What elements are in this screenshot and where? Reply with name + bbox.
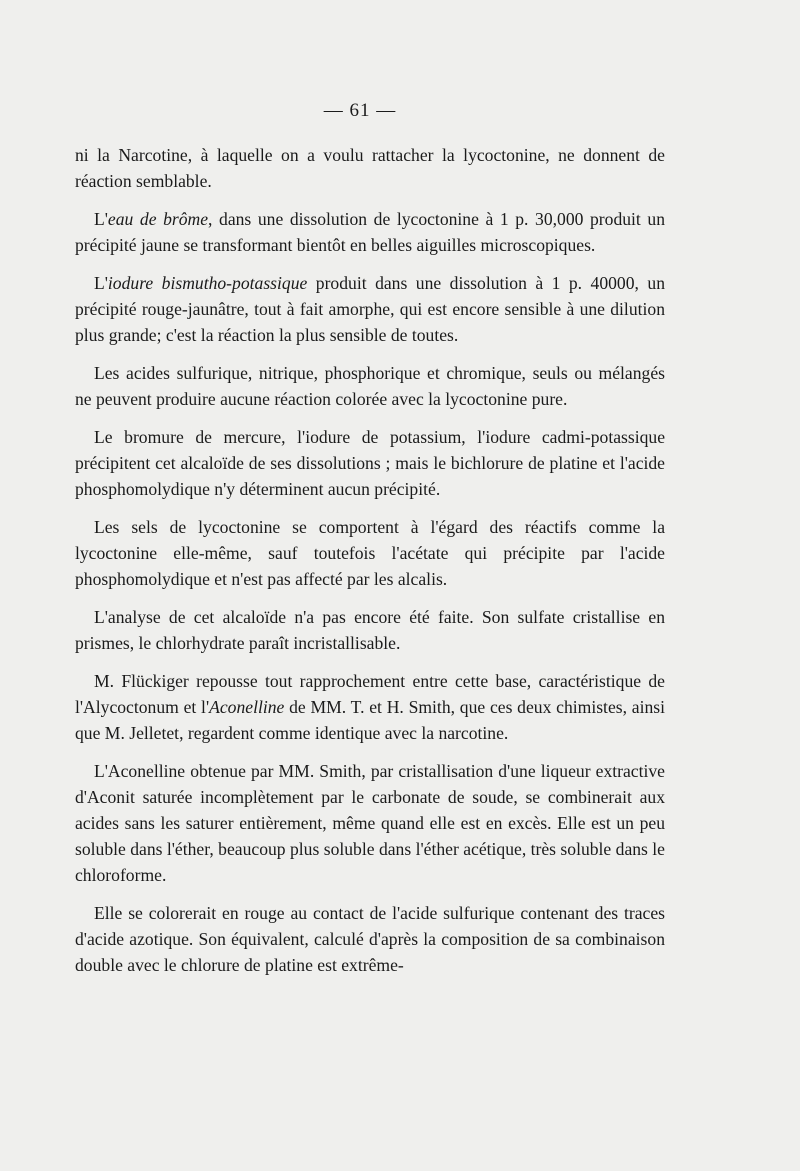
- paragraph: M. Flückiger repousse tout rapprochement entre cette base, caractéristique de l'Alycoctonum et l'Aconelline de MM. T. et H. Smith, que ces deux chimistes, ainsi que M. Jelletet, regardent comme identique avec la narcotine.: [75, 671, 665, 743]
- paragraph: L'Aconelline obtenue par MM. Smith, par cristallisation d'une liqueur extractive d'Aconit saturée incomplètement par le carbonate de soude, se combinerait aux acides sans les saturer entièrement, même quand elle est en excès. Elle est un peu soluble dans l'éther, beaucoup plus soluble dans l'éther acétique, très soluble dans le chloroforme.: [75, 761, 665, 885]
- body-text: [75, 142, 665, 990]
- paragraph: Les acides sulfurique, nitrique, phosphorique et chromique, seuls ou mélangés ne peuvent produire aucune réaction colorée avec la lycoctonine pure.: [75, 363, 665, 409]
- italic-term: eau de brôme: [107, 209, 209, 229]
- paragraph: Elle se colorerait en rouge au contact de l'acide sulfurique contenant des traces d'acide azotique. Son équivalent, calculé d'après la composition de sa combinaison double avec le chlorure de platine est extrême-: [75, 903, 665, 975]
- paragraph: L'analyse de cet alcaloïde n'a pas encore été faite. Son sulfate cristallise en prismes, le chlorhydrate paraît incristallisable.: [75, 607, 665, 653]
- page-number: — 61 —: [323, 100, 397, 121]
- paragraph: L'iodure bismutho-potassique produit dans une dissolution à 1 p. 40000, un précipité rouge-jaunâtre, tout à fait amorphe, qui est encore sensible à une dilution plus grande; c'est la réaction la plus sensible de toutes.: [75, 273, 665, 345]
- italic-term: Aconelline: [209, 697, 285, 717]
- paragraph: L'eau de brôme, dans une dissolution de lycoctonine à 1 p. 30,000 produit un précipité jaune se transformant bientôt en belles aiguilles microscopiques.: [75, 209, 665, 255]
- paragraph: ni la Narcotine, à laquelle on a voulu rattacher la lycoctonine, ne donnent de réaction semblable.: [75, 145, 665, 191]
- italic-term: iodure bismutho-potassique: [107, 273, 308, 293]
- paragraph: Les sels de lycoctonine se comportent à l'égard des réactifs comme la lycoctonine elle-même, sauf toutefois l'acétate qui précipite par l'acide phosphomolydique et n'est pas affecté par les alcalis.: [75, 517, 665, 589]
- paragraph: Le bromure de mercure, l'iodure de potassium, l'iodure cadmi-potassique précipitent cet alcaloïde de ses dissolutions ; mais le bichlorure de platine et l'acide phosphomolydique n'y déterminent aucun précipité.: [75, 427, 665, 499]
